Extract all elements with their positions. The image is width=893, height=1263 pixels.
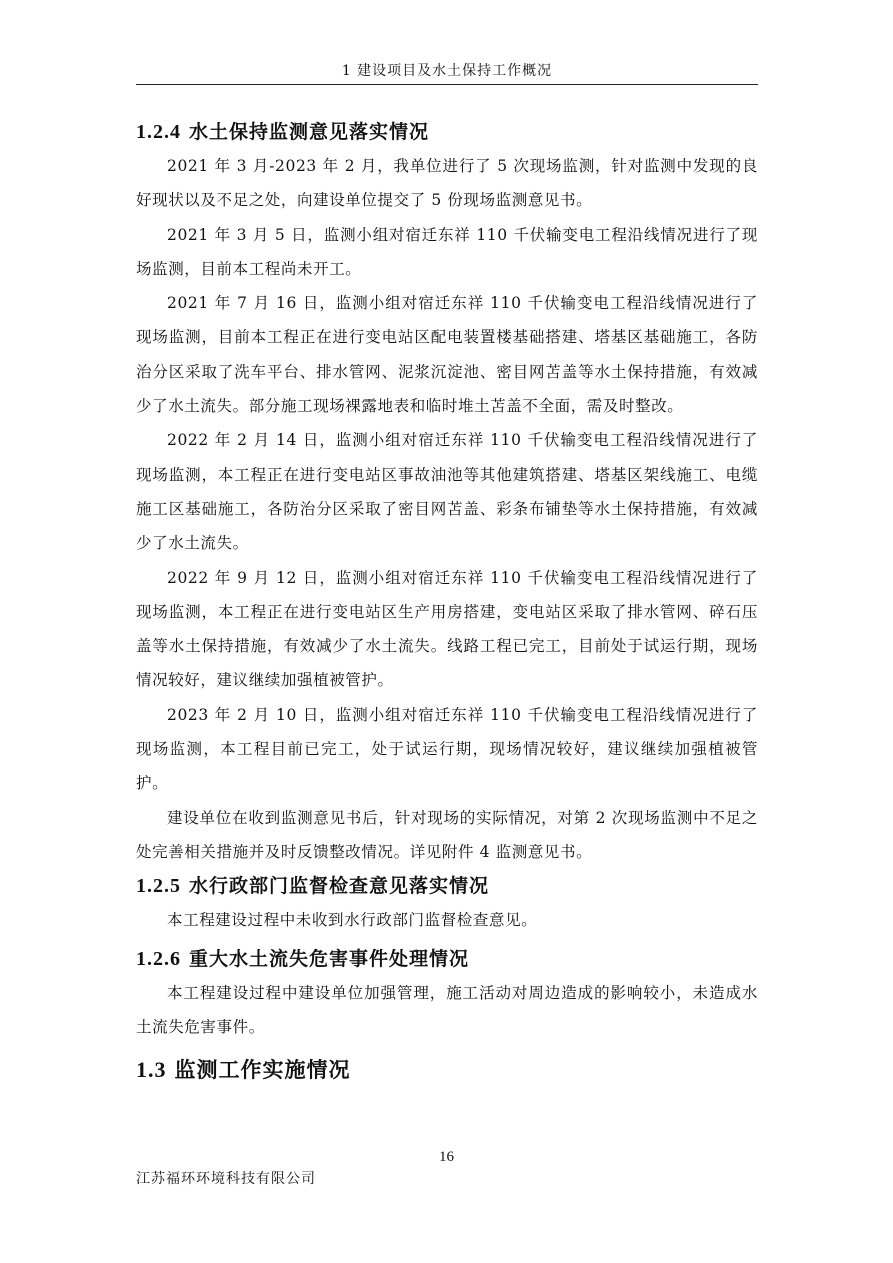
running-header: 1 建设项目及水土保持工作概况	[341, 63, 553, 79]
paragraph: 建设单位在收到监测意见书后，针对现场的实际情况，对第 2 次现场监测中不足之处完善相关措施并及时反馈整改情况。详见附件 4 监测意见书。	[136, 808, 758, 861]
footer-company-name: 江苏福环环境科技有限公司	[136, 1171, 316, 1187]
section-heading-1-3	[136, 1052, 758, 1088]
section-number: 1.2.6	[136, 947, 181, 970]
paragraph: 本工程建设过程中建设单位加强管理，施工活动对周边造成的影响较小，未造成水土流失危害事件。	[136, 983, 758, 1036]
paragraph: 2022 年 9 月 12 日，监测小组对宿迁东祥 110 千伏输变电工程沿线情况进行了现场监测，本工程正在进行变电站区生产用房搭建，变电站区采取了排水管网、碎石压盖等水土保持措施，有效减少了水土流失。线路工程已完工，目前处于试运行期，现场情况较好，建议继续加强植被管护。	[136, 568, 758, 690]
section-number: 1.2.4	[136, 121, 181, 143]
section-heading-1-2-6	[136, 942, 758, 976]
section-heading-1-2-5	[136, 869, 758, 903]
section-title: 水行政部门监督检查意见落实情况	[189, 875, 490, 898]
section-title: 监测工作实施情况	[174, 1057, 351, 1083]
paragraph: 2021 年 3 月-2023 年 2 月，我单位进行了 5 次现场监测，针对监测中发现的良好现状以及不足之处，向建设单位提交了 5 份现场监测意见书。	[136, 157, 758, 210]
section-title: 重大水土流失危害事件处理情况	[189, 947, 470, 970]
section-number: 1.3	[136, 1057, 167, 1083]
section-heading-1-2-4	[136, 115, 758, 149]
paragraph: 2021 年 3 月 5 日，监测小组对宿迁东祥 110 千伏输变电工程沿线情况进行了现场监测，目前本工程尚未开工。	[136, 225, 758, 278]
section-number: 1.2.5	[136, 875, 181, 898]
page-content	[136, 115, 758, 1088]
page-number: 16	[439, 1149, 454, 1165]
paragraph: 本工程建设过程中未收到水行政部门监督检查意见。	[167, 911, 538, 930]
paragraph: 2021 年 7 月 16 日，监测小组对宿迁东祥 110 千伏输变电工程沿线情况进行了现场监测，目前本工程正在进行变电站区配电装置楼基础搭建、塔基区基础施工，各防治分区采取了洗车平台、排水管网、泥浆沉淀池、密目网苫盖等水土保持措施，有效减少了水土流失。部分施工现场裸露地表和临时堆土苫盖不全面，需及时整改。	[136, 294, 758, 416]
section-title: 水土保持监测意见落实情况	[189, 121, 430, 143]
paragraph: 2023 年 2 月 10 日，监测小组对宿迁东祥 110 千伏输变电工程沿线情况进行了现场监测，本工程目前已完工，处于试运行期，现场情况较好，建议继续加强植被管护。	[136, 705, 758, 793]
paragraph: 2022 年 2 月 14 日，监测小组对宿迁东祥 110 千伏输变电工程沿线情况进行了现场监测，本工程正在进行变电站区事故油池等其他建筑搭建、塔基区架线施工、电缆施工区基础施工，各防治分区采取了密目网苫盖、彩条布铺垫等水土保持措施，有效减少了水土流失。	[136, 431, 758, 553]
header-rule	[136, 84, 758, 85]
